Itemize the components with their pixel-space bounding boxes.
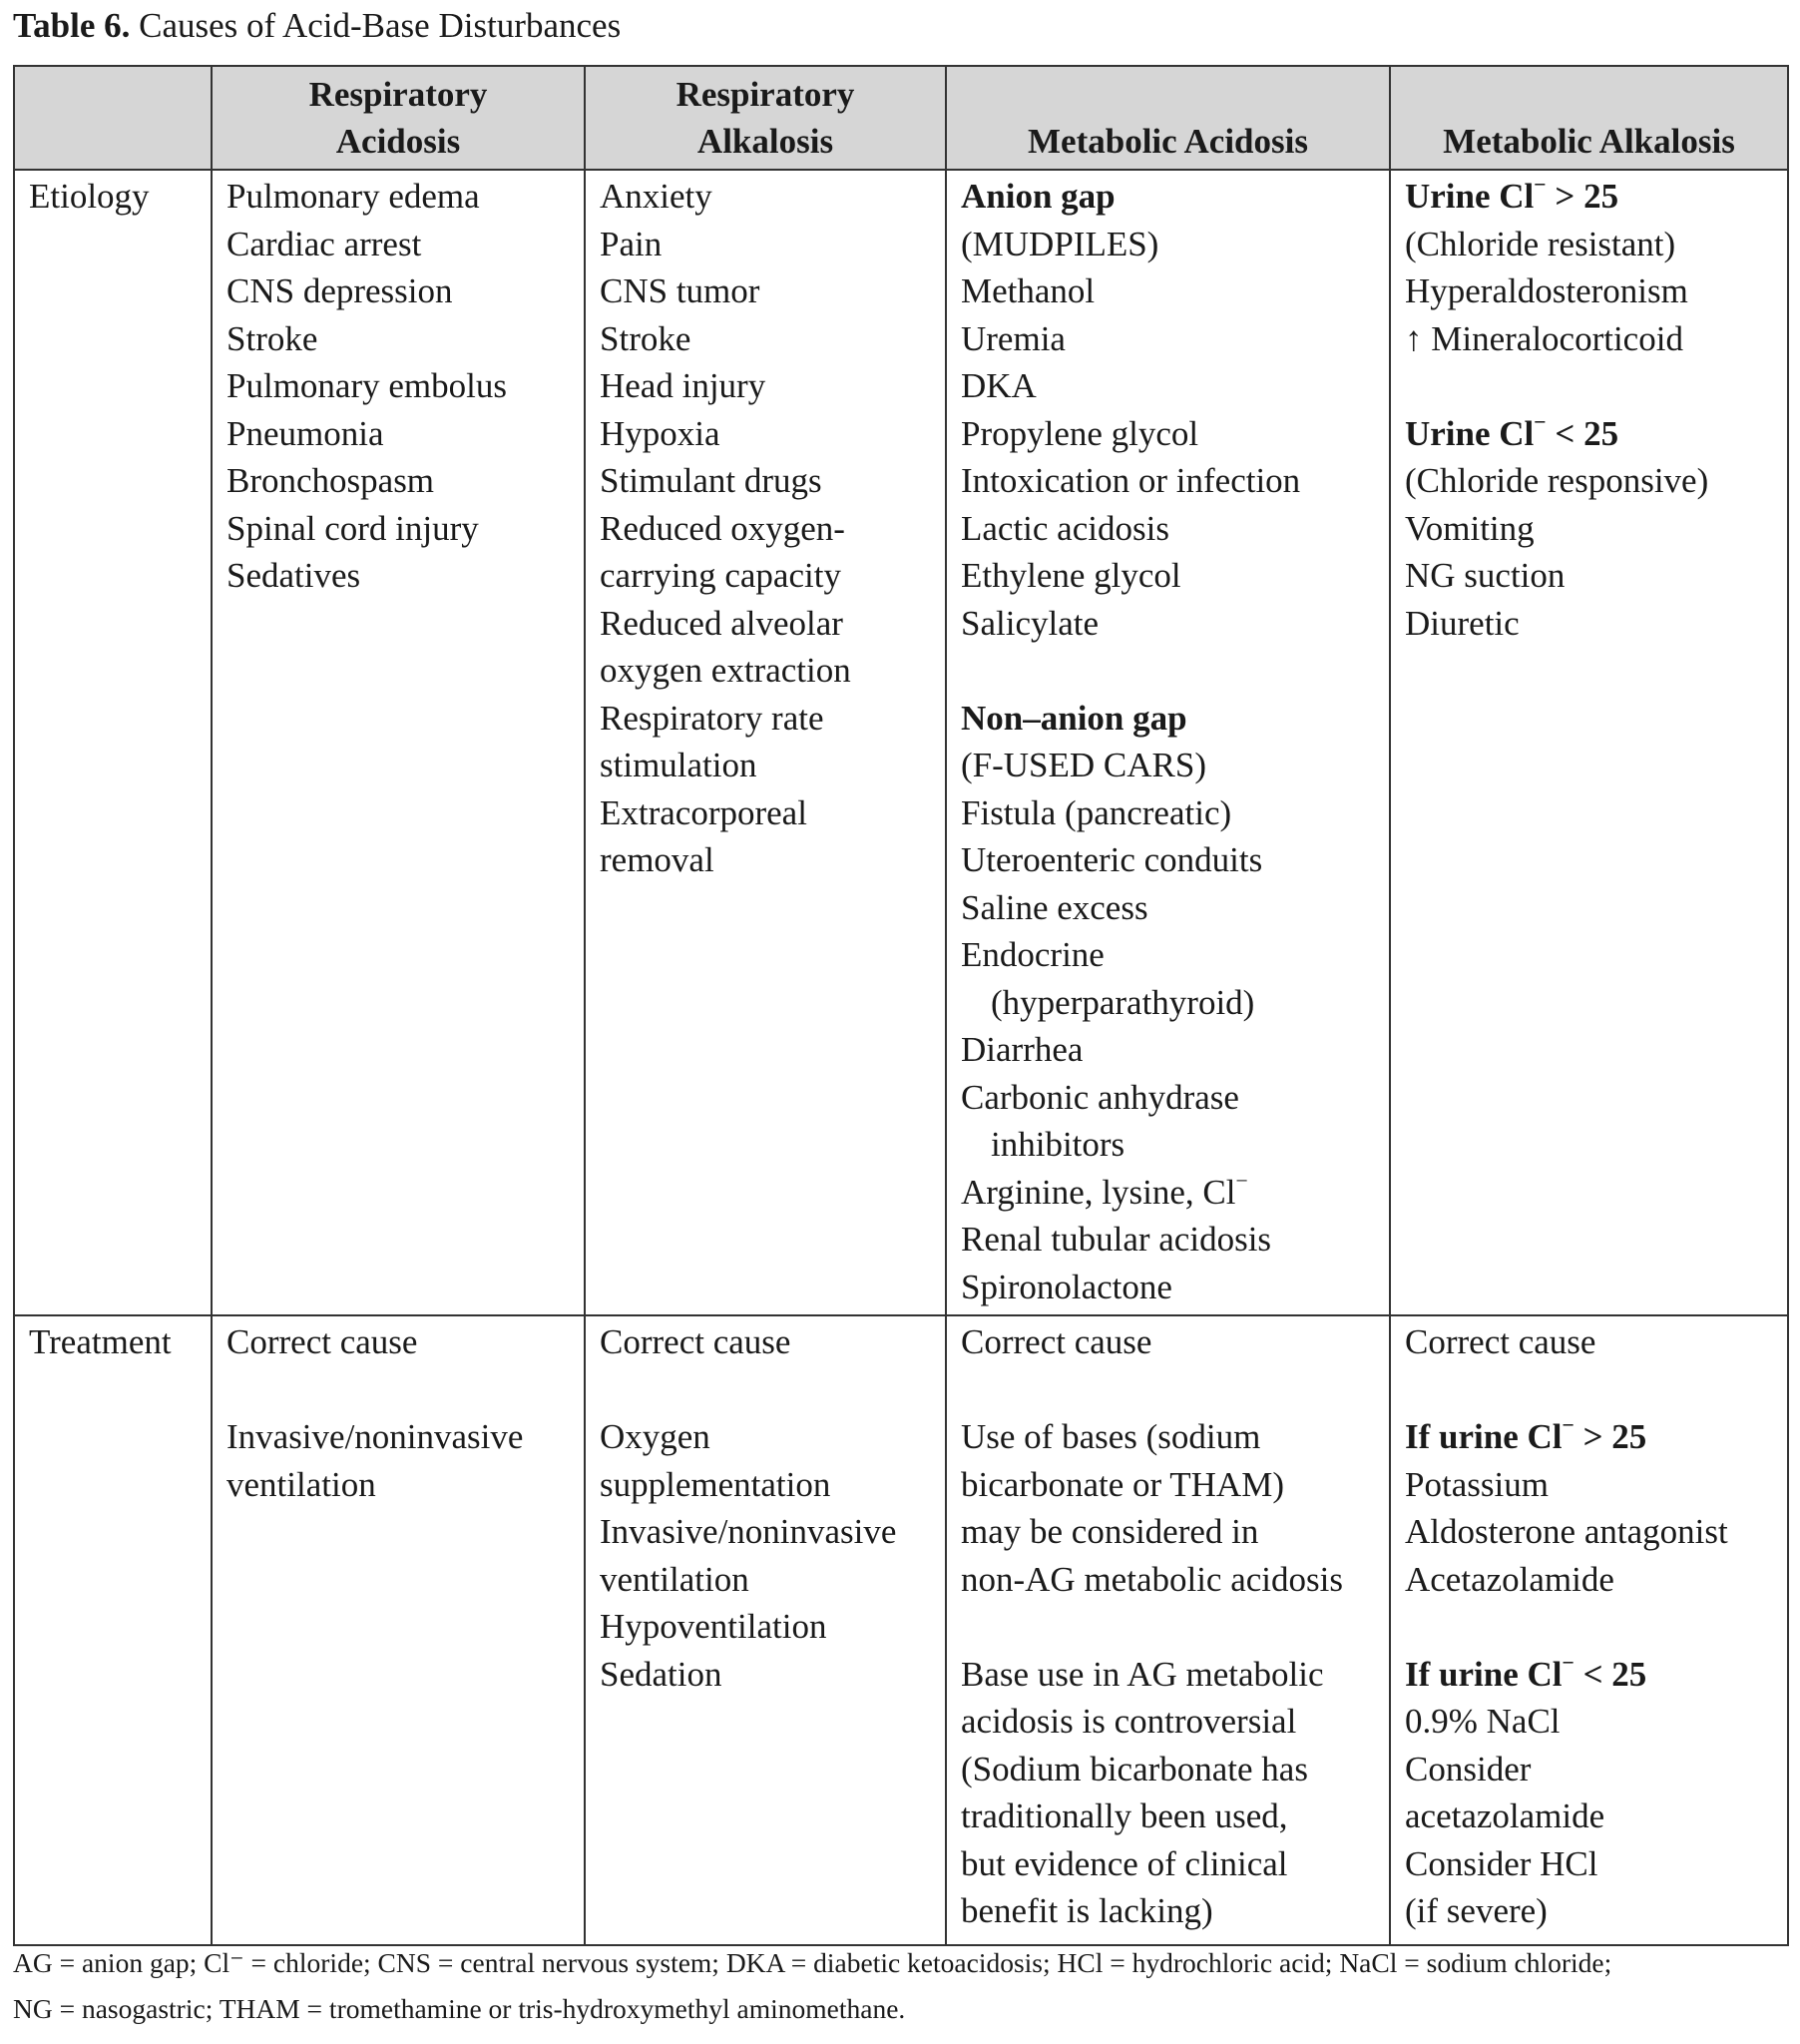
cell-line: Intoxication or infection bbox=[961, 461, 1301, 500]
cell-line: Spinal cord injury bbox=[226, 508, 479, 548]
cell-line: Sedatives bbox=[226, 556, 361, 595]
cell-line: Uremia bbox=[961, 318, 1066, 358]
cell-line: Respiratory bbox=[308, 75, 488, 114]
cell-line: Hypoventilation bbox=[600, 1607, 827, 1646]
cell-line: NG suction bbox=[1405, 556, 1566, 595]
cell-line: removal bbox=[600, 840, 714, 879]
table-caption bbox=[13, 6, 621, 46]
cell-line: DKA bbox=[961, 366, 1037, 405]
cell-line: Consider HCl bbox=[1405, 1843, 1598, 1883]
cell-line: Reduced alveolar bbox=[600, 603, 843, 643]
cell-line: (hyperparathyroid) bbox=[991, 982, 1255, 1022]
etiology-row bbox=[14, 170, 1788, 1315]
cell-line: Diuretic bbox=[1405, 603, 1520, 643]
cell-line: (Chloride resistant) bbox=[1405, 224, 1676, 263]
cell-line: (Chloride responsive) bbox=[1405, 461, 1709, 500]
cell-line: may be considered in bbox=[961, 1512, 1259, 1551]
cell-line: Sedation bbox=[600, 1654, 722, 1694]
treatment-metabolic-alkalosis bbox=[1390, 1315, 1788, 1945]
treatment-metabolic-acidosis bbox=[946, 1315, 1390, 1945]
acid-base-table bbox=[13, 65, 1789, 1946]
cell-line: stimulation bbox=[600, 746, 757, 784]
cell-line: Ethylene glycol bbox=[961, 556, 1181, 595]
cell-line: Cardiac arrest bbox=[226, 224, 422, 263]
cell-line: Consider bbox=[1405, 1749, 1532, 1788]
spacer bbox=[226, 1366, 570, 1414]
cell-line: Renal tubular acidosis bbox=[961, 1220, 1272, 1259]
superscript-minus: − bbox=[1562, 1413, 1575, 1438]
cell-line: Lactic acidosis bbox=[961, 508, 1169, 548]
spacer bbox=[600, 1366, 931, 1414]
if-urine-cl-low-heading: If urine Cl− < 25 bbox=[1405, 1650, 1647, 1694]
cell-line: Fistula (pancreatic) bbox=[961, 792, 1232, 832]
etiology-metabolic-acidosis bbox=[946, 170, 1390, 1315]
cell-line: (if severe) bbox=[1405, 1891, 1548, 1930]
cell-line: Bronchospasm bbox=[226, 461, 435, 500]
cell-line: Respiratory bbox=[675, 75, 855, 114]
cell-line: 0.9% NaCl bbox=[1405, 1702, 1561, 1741]
header-corner bbox=[14, 66, 212, 170]
cell-line: Metabolic Acidosis bbox=[1028, 122, 1308, 161]
cell-line: Propylene glycol bbox=[961, 413, 1199, 453]
cell-line: but evidence of clinical bbox=[961, 1843, 1288, 1883]
row-label-treatment: Treatment bbox=[14, 1315, 212, 1945]
cell-line: Arginine, lysine, Cl− bbox=[961, 1168, 1248, 1212]
header-respiratory-alkalosis bbox=[585, 66, 946, 170]
cell-line: Respiratory rate bbox=[600, 698, 824, 738]
cell-line: Reduced oxygen- bbox=[600, 508, 845, 548]
header-metabolic-acidosis bbox=[946, 66, 1390, 170]
row-label-etiology: Etiology bbox=[14, 170, 212, 1315]
if-urine-cl-high-heading: If urine Cl− > 25 bbox=[1405, 1413, 1647, 1456]
cell-line: (F-USED CARS) bbox=[961, 746, 1207, 784]
cell-line: Alkalosis bbox=[696, 122, 834, 161]
cell-line: Stroke bbox=[600, 318, 691, 358]
table-footnote bbox=[13, 1940, 1799, 2032]
spacer bbox=[1405, 1603, 1773, 1651]
cell-line: Metabolic Alkalosis bbox=[1443, 122, 1735, 161]
cell-line: Base use in AG metabolic bbox=[961, 1654, 1324, 1694]
cell-line: Invasive/noninvasive bbox=[226, 1417, 524, 1456]
cell-line: Saline excess bbox=[961, 887, 1148, 927]
cell-line: Use of bases (sodium bbox=[961, 1417, 1261, 1456]
non-anion-gap-heading: Non–anion gap bbox=[961, 698, 1187, 738]
cell-line: Vomiting bbox=[1405, 508, 1535, 548]
footnote-line-2: NG = nasogastric; THAM = tromethamine or tris-hydroxymethyl aminomethane. bbox=[13, 1993, 906, 2024]
cell-line: Extracorporeal bbox=[600, 792, 807, 832]
cell-line: acetazolamide bbox=[1405, 1796, 1605, 1835]
cell-line: Invasive/noninvasive bbox=[600, 1512, 897, 1551]
cell-line: inhibitors bbox=[991, 1125, 1125, 1164]
cell-line: Anxiety bbox=[600, 177, 712, 216]
cell-line: traditionally been used, bbox=[961, 1796, 1288, 1835]
cell-line: carrying capacity bbox=[600, 556, 841, 595]
cell-line: benefit is lacking) bbox=[961, 1891, 1213, 1930]
superscript-minus: − bbox=[1534, 409, 1547, 434]
cell-line: Spironolactone bbox=[961, 1267, 1172, 1306]
cell-line: Pain bbox=[600, 224, 663, 263]
superscript-minus: − bbox=[1235, 1168, 1248, 1193]
superscript-minus: − bbox=[1534, 173, 1547, 198]
caption-label: Table 6. bbox=[13, 6, 131, 45]
spacer bbox=[1405, 1366, 1773, 1414]
spacer bbox=[961, 1366, 1375, 1414]
cell-line: Potassium bbox=[1405, 1464, 1549, 1504]
spacer bbox=[1405, 362, 1773, 410]
cell-line: oxygen extraction bbox=[600, 651, 851, 690]
cell-line: Salicylate bbox=[961, 603, 1100, 643]
cell-line: ↑ Mineralocorticoid bbox=[1405, 318, 1683, 358]
cell-line: Uteroenteric conduits bbox=[961, 840, 1263, 879]
cell-line: Pneumonia bbox=[226, 413, 384, 453]
cell-line: Head injury bbox=[600, 366, 766, 405]
cell-line: Aldosterone antagonist bbox=[1405, 1512, 1728, 1551]
cell-line: Correct cause bbox=[226, 1322, 418, 1361]
cell-line: Hyperaldosteronism bbox=[1405, 271, 1688, 310]
treatment-respiratory-acidosis bbox=[212, 1315, 585, 1945]
treatment-row bbox=[14, 1315, 1788, 1945]
cell-line: non-AG metabolic acidosis bbox=[961, 1559, 1343, 1599]
cell-line: ventilation bbox=[600, 1559, 749, 1599]
header-respiratory-acidosis bbox=[212, 66, 585, 170]
anion-gap-heading: Anion gap bbox=[961, 177, 1116, 216]
cell-line: Correct cause bbox=[1405, 1322, 1596, 1361]
etiology-metabolic-alkalosis bbox=[1390, 170, 1788, 1315]
cell-line: Methanol bbox=[961, 271, 1096, 310]
header-metabolic-alkalosis bbox=[1390, 66, 1788, 170]
cell-line: (Sodium bicarbonate has bbox=[961, 1749, 1308, 1788]
cell-line: CNS tumor bbox=[600, 271, 760, 310]
spacer bbox=[961, 647, 1375, 695]
etiology-respiratory-alkalosis bbox=[585, 170, 946, 1315]
cell-line: Oxygen bbox=[600, 1417, 710, 1456]
superscript-minus: − bbox=[1562, 1650, 1575, 1675]
cell-line: Acetazolamide bbox=[1405, 1559, 1614, 1599]
cell-line: Carbonic anhydrase bbox=[961, 1077, 1239, 1117]
cell-line: Pulmonary embolus bbox=[226, 366, 507, 405]
cell-line: Stimulant drugs bbox=[600, 461, 822, 500]
cell-line: Endocrine bbox=[961, 935, 1105, 974]
cell-line: Correct cause bbox=[600, 1322, 791, 1361]
cell-line: bicarbonate or THAM) bbox=[961, 1464, 1284, 1504]
cell-line: acidosis is controversial bbox=[961, 1702, 1297, 1741]
cell-line: Correct cause bbox=[961, 1322, 1152, 1361]
cell-line: Hypoxia bbox=[600, 413, 720, 453]
treatment-respiratory-alkalosis bbox=[585, 1315, 946, 1945]
cell-line: Pulmonary edema bbox=[226, 177, 480, 216]
cell-line: Stroke bbox=[226, 318, 318, 358]
cell-line: Acidosis bbox=[335, 122, 461, 161]
caption-title: Causes of Acid-Base Disturbances bbox=[139, 6, 622, 45]
urine-cl-high-heading: Urine Cl− > 25 bbox=[1405, 173, 1619, 216]
urine-cl-low-heading: Urine Cl− < 25 bbox=[1405, 409, 1619, 453]
cell-line: ventilation bbox=[226, 1464, 376, 1504]
cell-line: Diarrhea bbox=[961, 1030, 1084, 1069]
etiology-respiratory-acidosis bbox=[212, 170, 585, 1315]
cell-line: supplementation bbox=[600, 1464, 831, 1504]
footnote-line-1: AG = anion gap; Cl⁻ = chloride; CNS = central nervous system; DKA = diabetic ketoacidosis; HCl = hydrochloric acid; NaCl = sodium chloride; bbox=[13, 1947, 1612, 1978]
spacer bbox=[961, 1603, 1375, 1651]
header-row bbox=[14, 66, 1788, 170]
cell-line: CNS depression bbox=[226, 271, 453, 310]
cell-line: (MUDPILES) bbox=[961, 224, 1159, 263]
